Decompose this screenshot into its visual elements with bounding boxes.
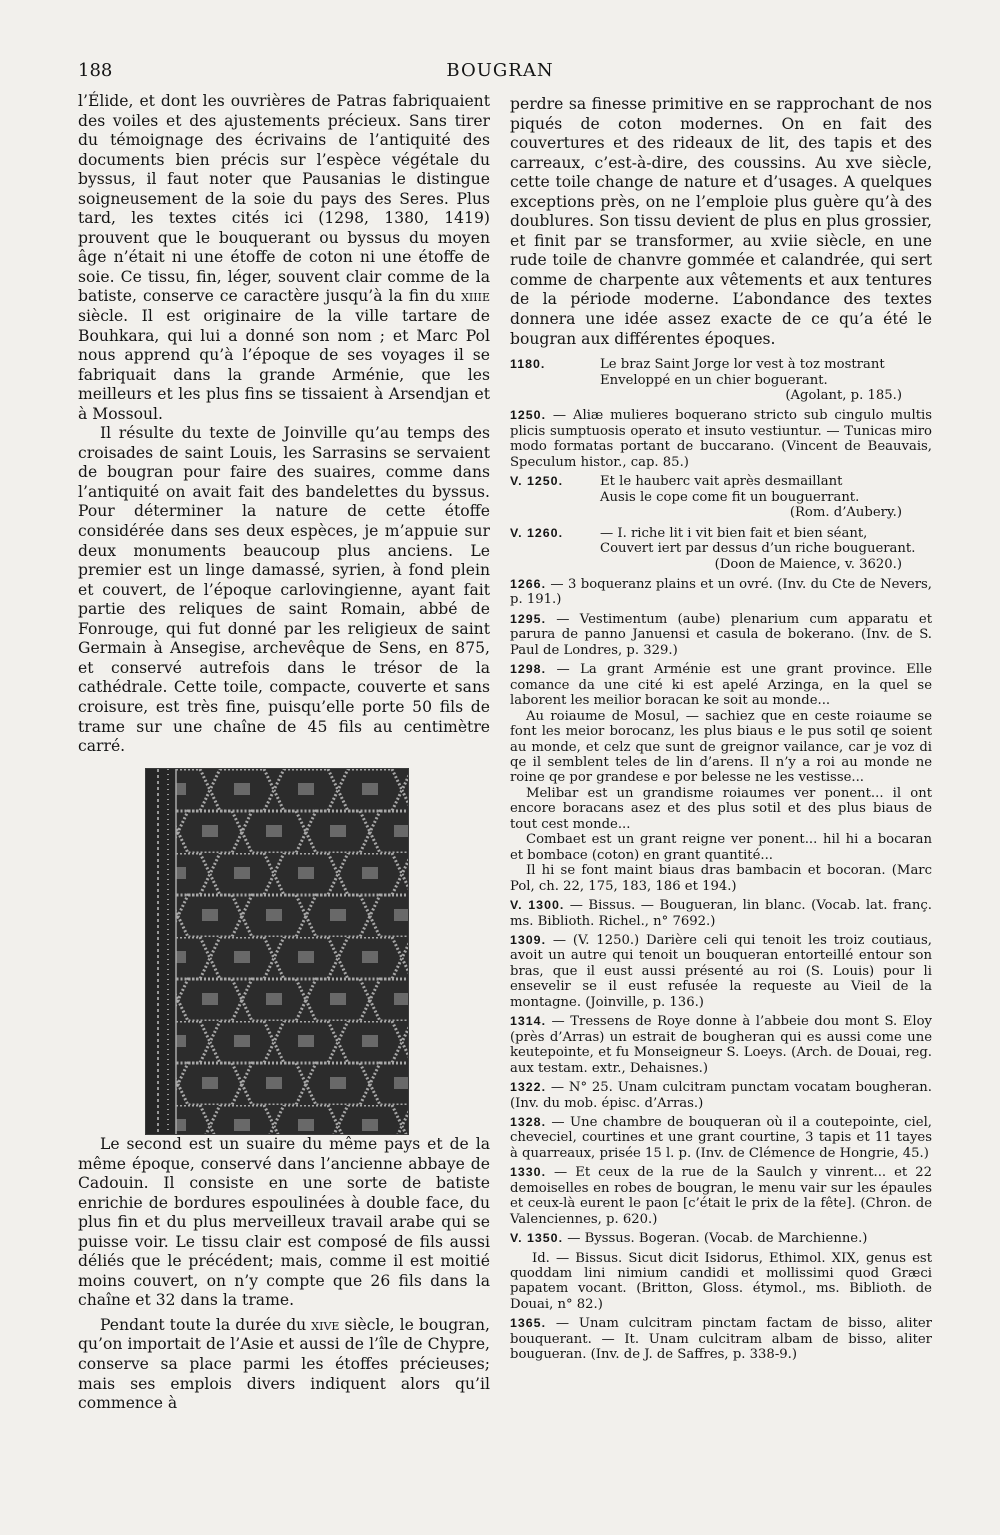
entry-id: Id. — Bissus. Sicut dicit Isidorus, Ethimol. XIX, genus est quoddam lini nimium candidi et mollissimi quod Græci papatem vocant. (Britton, Gloss. étymol., ms. Biblioth. de Douai, n° 82.) (510, 1250, 932, 1312)
entry-v1350 (510, 1231, 932, 1246)
entry-1365 (510, 1316, 932, 1362)
entry-text: — 3 boqueranz plains et un ovré. (Inv. du Cte de Nevers, p. 191.) (510, 577, 932, 608)
entry-1330 (510, 1165, 932, 1227)
right-intro: perdre sa finesse primitive en se rapprochant de nos piqués de coton modernes. On en fait des couvertures et des rideaux de lit, des tapis et des carreaux, c’est-à-dire, des coussins. Au xve siècle, cette toile change de nature et d’usages. A quelques exceptions près, on ne l’emploie plus guère qu’à des doublures. Son tissu devient de plus en plus grossier, et finit par se transformer, au xviie siècle, en une rude toile de chanvre gommée et calandrée, qui sert comme de charpente aux vêtements et aux tentures de la période moderne. L’abondance des textes donnera une idée assez exacte de ce qu’a été le bougran aux différentes époques. (510, 95, 932, 348)
entry-subparagraph: Au roiaume de Mosul, — sachiez que en ceste roiaume se font les meior borocanz, les plus biaus e le pus sotil qe soient au monde, et celz que sunt de greignor vailance, car je voz di qe il semblent teles de lin d’arens. Il n’y a roi au monde ne roine qe por grandese e por belesse ne les vestisse... (510, 708, 932, 786)
left-column (78, 92, 490, 757)
paragraph-4-text: Pendant toute la durée du (100, 1315, 312, 1334)
entry-year: 1322. (510, 1080, 547, 1095)
entry-1309 (510, 933, 932, 1010)
entry-subparagraph: Il hi se font maint biaus dras bambacin et bocoran. (Marc Pol, ch. 22, 175, 183, 186 et 194.) (510, 863, 932, 894)
paragraph-1 (78, 92, 490, 424)
entry-year: 1250. (510, 408, 547, 423)
entry-year: 1365. (510, 1316, 547, 1331)
paragraph-1-text: l’Élide, et dont les ouvrières de Patras fabriquaient des voiles et des ajustements précieux. Sans tirer du témoignage des écrivains de l’antiquité des documents bien précis sur l’espèce végétale du byssus, il faut noter que Pausanias le distingue soigneusement de la soie du pays des Seres. Plus tard, les textes cités ici (1298, 1380, 1419) prouvent que le bouquerant ou byssus du moyen âge n’était ni une étoffe de coton ni une étoffe de soie. Ce tissu, fin, léger, souvent clair comme de la batiste, conserve ce caractère jusqu’à la fin du (78, 92, 490, 306)
verse-line: Enveloppé en un chier boguerant. (600, 372, 828, 388)
entry-year: 1180. (510, 357, 546, 372)
entry-1298 (510, 662, 932, 894)
verse-line: Et le hauberc vait après desmaillant (600, 474, 843, 490)
entry-text: — (V. 1250.) Darière celi qui tenoit les troiz coutiaus, avoit un autre qui tenoit un bouqueran entorteillé entour son bras, que il eust aussi présenté au roi (S. Louis) pour li ensevelir se il eust refusée la requeste au Vieil de la montagne. (Joinville, p. 136.) (510, 932, 932, 1010)
entry-year: V. 1300. (510, 898, 565, 913)
century-numeral: xiiie (461, 287, 490, 306)
century-numeral: xive (311, 1315, 340, 1334)
entry-source: (Rom. d’Aubery.) (789, 505, 902, 521)
entry-text: — N° 25. Unam culcitram punctam vocatam bougheran. (Inv. du mob. épisc. d’Arras.) (510, 1080, 932, 1111)
entry-1250 (510, 408, 932, 470)
entry-v1260 (510, 526, 932, 572)
entry-v1300 (510, 898, 932, 929)
entry-text: — Aliæ mulieres boquerano stricto sub cingulo multis plicis sumptuosis operato et insuto vestiuntur. — Tunicas miro modo formatas portant de buccarano. (Vincent de Beauvais, Speculum histor., cap. 85.) (510, 408, 932, 470)
entry-1180 (510, 357, 932, 403)
right-column (510, 95, 932, 1367)
entry-text: — Tressens de Roye donne à l’abbeie dou mont S. Eloy (près d’Arras) un estrait de bougheran qui es aussi come une keutepointe, et fu Monseigneur S. Loeys. (Arch. de Douai, reg. aux testam. extr., Dehaisnes.) (510, 1014, 932, 1076)
entry-1322 (510, 1080, 932, 1111)
paragraph-1-end: siècle. Il est originaire de la ville tartare de Bouhkara, qui lui a donné son nom ; et Marc Pol nous apprend qu’à l’époque de ses voyages il se fabriquait dans la grande Arménie, que les meilleurs et les plus fins se tissaient à Arsendjan et à Mossoul. (78, 307, 490, 423)
entry-text: — Unam culcitram pinctam factam de bisso, aliter bouquerant. — It. Unam culcitram albam de bisso, aliter bougueran. (Inv. de J. de Saffres, p. 338-9.) (510, 1316, 932, 1363)
entry-1314 (510, 1014, 932, 1076)
paragraph-4-end: siècle, le bougran, qu’on importait de l’Asie et aussi de l’île de Chypre, conserve sa place parmi les étoffes précieuses; mais ses emplois divers indiquent alors qu’il commence à (78, 1315, 491, 1413)
entry-year: V. 1250. (510, 474, 564, 489)
entry-v1250 (510, 474, 932, 520)
entry-1266 (510, 577, 932, 608)
entry-text: — Bissus. — Bougueran, lin blanc. (Vocab. lat. franç. ms. Biblioth. Richel., n° 7692.) (510, 898, 932, 929)
entry-year: 1266. (510, 577, 547, 591)
verse-line: — I. riche lit i vit bien fait et bien séant, (600, 525, 868, 541)
verse-line: Ausis le cope come fit un bouguerrant. (600, 489, 860, 505)
entry-year: V. 1350. (510, 1231, 564, 1246)
entry-year: 1309. (510, 932, 547, 947)
textile-pattern-icon (146, 769, 408, 1134)
left-column-lower (78, 1135, 490, 1414)
entry-source: (Agolant, p. 185.) (785, 388, 902, 404)
paragraph-4 (78, 1316, 490, 1414)
entry-year: 1295. (510, 611, 547, 626)
entry-year: 1330. (510, 1165, 547, 1180)
entry-source: (Doon de Maience, v. 3620.) (714, 556, 902, 572)
page-number: 188 (78, 60, 113, 81)
entry-text: — Une chambre de bouqueran où il a coutepointe, ciel, cheveciel, courtines et une grant courtine, 3 tapis et 11 tayes à quarreaux, prisée 15 l. p. (Inv. de Clémence de Hongrie, 45.) (510, 1114, 932, 1161)
entry-text: — Byssus. Bogeran. (Vocab. de Marchienne.) (563, 1231, 868, 1247)
damask-textile-figure (145, 768, 409, 1135)
entry-1295 (510, 612, 932, 658)
entry-text: — Vestimentum (aube) plenarium cum apparatu et parura de panno Januensi et casula de bokerano. (Inv. de S. Paul de Londres, p. 329.) (510, 611, 932, 658)
paragraph-2: Il résulte du texte de Joinville qu’au temps des croisades de saint Louis, les Sarrasins se servaient de bougran pour faire des suaires, comme dans l’antiquité on avait fait des bandelettes du byssus. Pour déterminer la nature de cette étoffe considérée dans ses deux espèces, je m’appuie sur deux monuments beaucoup plus anciens. Le premier est un linge damassé, syrien, à fond plein et couvert, de l’époque carlovingienne, ayant fait partie des reliques de saint Romain, abbé de Fonrouge, qui fut donné par les religieux de saint Germain à Ansegise, archevêque de Sens, en 875, et conservé autrefois dans le trésor de la cathédrale. Cette toile, compacte, couverte et sans croisure, est très fine, puisqu’elle porte 50 fils de trame sur une chaîne de 45 fils au centimètre carré. (78, 424, 490, 756)
entry-1328 (510, 1115, 932, 1161)
paragraph-3: Le second est un suaire du même pays et de la même époque, conservé dans l’ancienne abbaye de Cadouin. Il consiste en une sorte de batiste enrichie de bordures espoulinées à double face, du plus fin et du plus merveilleux travail arabe qui se puisse voir. Le tissu clair est composé de fils aussi déliés que le précédent; mais, comme il est moitié moins couvert, on n’y compte que 26 fils dans la chaîne et 32 dans la trame. (78, 1135, 490, 1310)
entry-year: 1314. (510, 1014, 547, 1029)
entry-text: — La grant Arménie est une grant province. Elle comance da une cité ki est apelé Arzinga, en la quel se laborent les meilior boracan ke soit au monde... (510, 662, 932, 709)
entry-subparagraph: Melibar est un grandisme roiaumes ver ponent... il ont encore boracans asez et des plus sotil et des plus biaus de tout cest monde... (510, 785, 932, 832)
entry-year: V. 1260. (510, 525, 564, 540)
verse-line: Le braz Saint Jorge lor vest à toz mostrant (600, 357, 885, 373)
entry-year: 1298. (510, 662, 547, 677)
verse-line: Couvert iert par dessus d’un riche bouguerant. (600, 541, 916, 557)
entry-subparagraph: Combaet est un grant reigne ver ponent... hil hi a bocaran et bombace (coton) en grant quantité... (510, 832, 932, 863)
entry-text: — Et ceux de la rue de la Saulch y vinrent... et 22 demoiselles en robes de bougran, le menu vair sur les épaules et ceux-là eurent le paon [c’était le prix de la fête]. (Chron. de Valenciennes, p. 620.) (510, 1165, 932, 1227)
entry-year: 1328. (510, 1114, 547, 1129)
running-title: BOUGRAN (446, 60, 554, 81)
